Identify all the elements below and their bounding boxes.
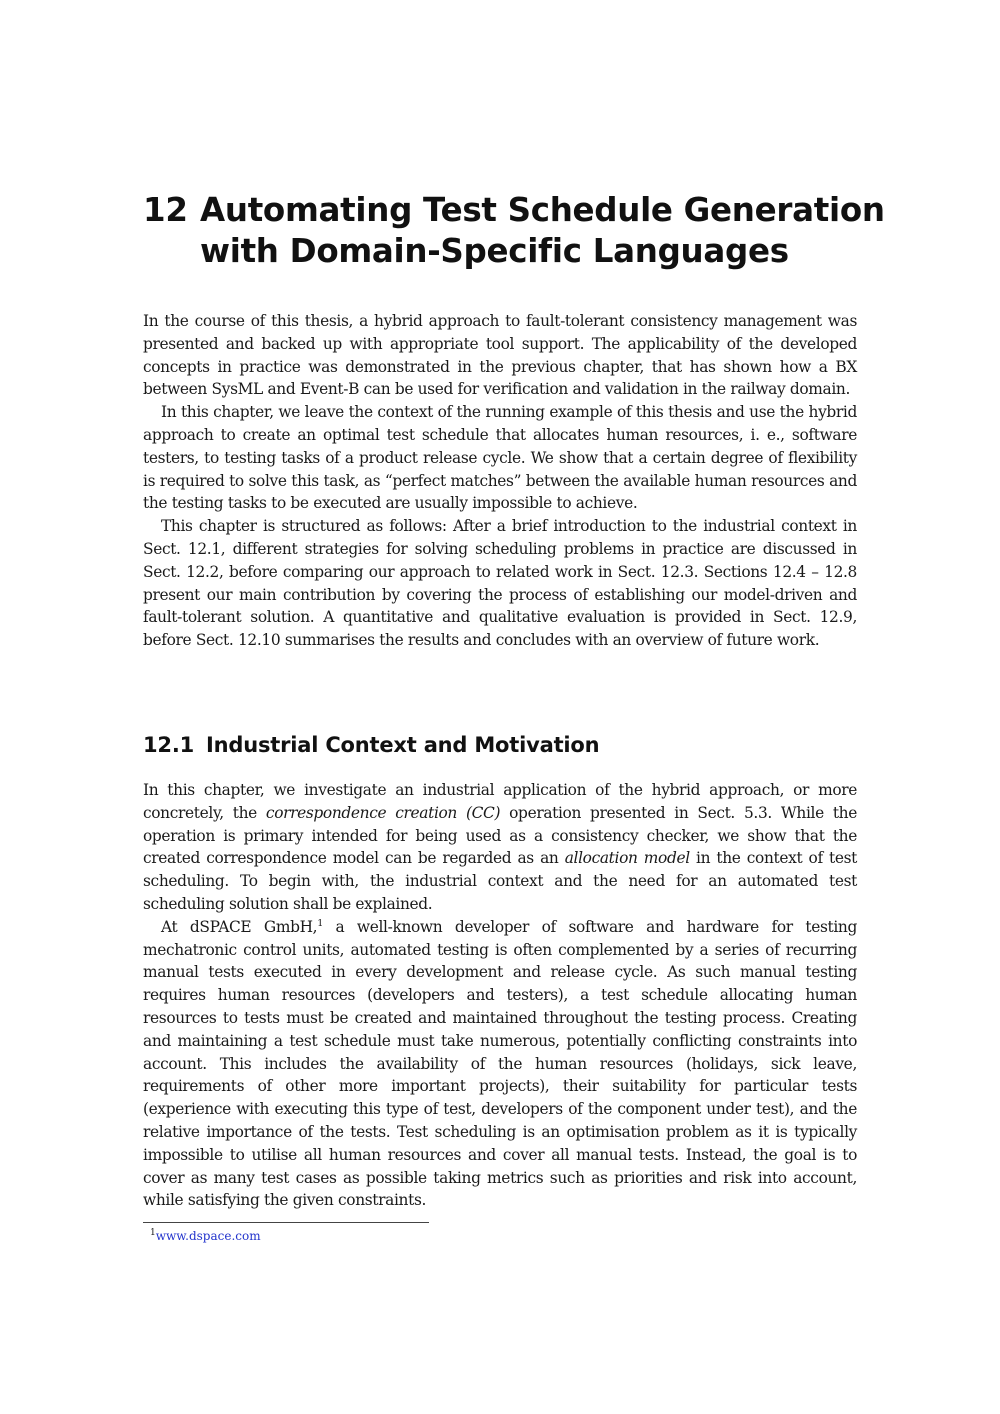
footnote-link[interactable]: www.dspace.com [155,1229,261,1243]
emphasis-term: allocation model [564,849,690,868]
chapter-title-line-1: Automating Test Schedule Generation [200,191,885,229]
emphasis-term: correspondence creation (CC) [265,803,501,822]
paragraph-text: In this chapter, we investigate an industrial application of the hybrid approach, or more concretely, the [143,781,857,822]
footnote-mark: 1 [150,1228,156,1238]
section-paragraph-1 [143,779,857,916]
intro-paragraph-3: This chapter is structured as follows: After a brief introduction to the industrial context in Sect. 12.1, different strategies for solving scheduling problems in practice are discussed in Sect. 12.2, before comparing our approach to related work in Sect. 12.3. Sections 12.4 – 12.8 present our main contribution by covering the process of establishing our model-driven and fault-tolerant solution. A quantitative and qualitative evaluation is provided in Sect. 12.9, before Sect. 12.10 summarises the results and concludes with an overview of future work. [143,517,857,650]
paragraph-text: At dSPACE GmbH, [161,917,318,936]
section-title [143,730,599,760]
paragraph-text: a well-known developer of software and hardware for testing mechatronic control units, automated testing is often complemented by a series of recurring manual tests executed in every development and release cycle. As such manual testing requires human resources (developers and testers), a test schedule allocating human resources to tests must be created and maintained throughout the testing process. Creating and maintaining a test schedule must take numerous, potentially conflicting constraints into account. This includes the availability of the human resources (holidays, sick leave, requirements of other more important projects), their suitability for particular tests (experience with executing this type of test, developers of the component under test), and the relative importance of the tests. Test scheduling is an optimisation problem as it is typically impossible to utilise all human resources and cover all manual tests. Instead, the goal is to cover as many test cases as possible taking metrics such as priorities and risk into account, while satisfying the given constraints. [143,917,857,1210]
footnote-reference[interactable]: 1 [317,917,323,929]
chapter-introduction [143,310,857,652]
paragraph-text: in the context of test scheduling. To begin with, the industrial context and the need for an automated test scheduling solution shall be explained. [143,849,857,913]
chapter-number: 12 [143,191,188,229]
section-title-text: Industrial Context and Motivation [206,733,600,757]
footnote [150,1226,261,1246]
section-paragraph-2 [143,916,857,1212]
intro-paragraph-2: In this chapter, we leave the context of the running example of this thesis and use the hybrid approach to create an optimal test schedule that allocates human resources, i. e., software testers, to testing tasks of a product release cycle. We show that a certain degree of flexibility is required to solve this task, as “perfect matches” between the available human resources and the testing tasks to be executed are usually impossible to achieve. [143,403,857,513]
intro-paragraph-1: In the course of this thesis, a hybrid approach to fault-tolerant consistency management was presented and backed up with appropriate tool support. The applicability of the developed concepts in practice was demonstrated in the previous chapter, that has shown how a BX between SysML and Event-B can be used for verification and validation in the railway domain. [143,312,857,399]
footnote-divider [143,1222,429,1223]
paragraph-text: operation presented in Sect. 5.3. While the operation is primary intended for being used as a consistency checker, we show that the created correspondence model can be regarded as an [143,803,857,868]
section-number: 12.1 [143,733,195,757]
section-body [143,779,857,1212]
chapter-title-line-2: with Domain-Specific Languages [200,232,789,270]
chapter-title [143,190,885,272]
